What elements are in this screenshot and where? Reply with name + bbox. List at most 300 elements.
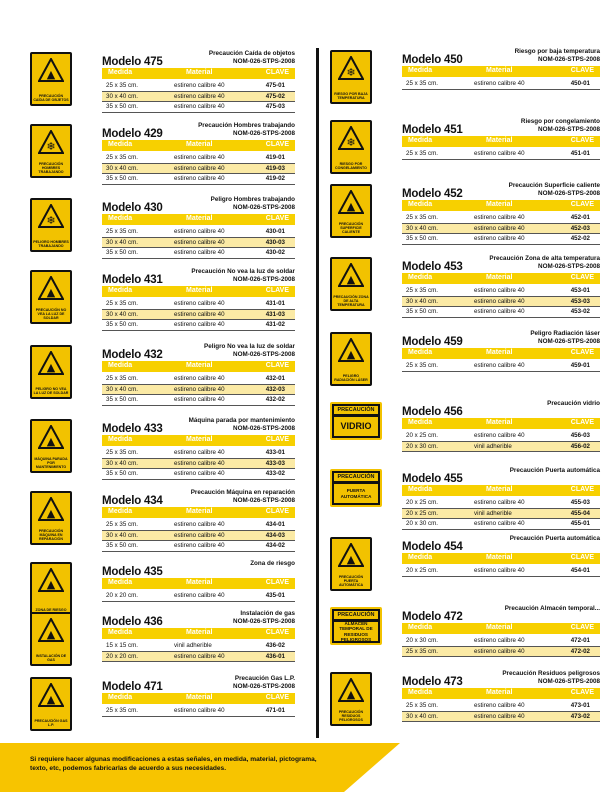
table-row [102,227,295,238]
cell-material: estireno calibre 40 [174,310,225,318]
snowflake-icon [38,130,64,154]
cell-clave: 419-03 [265,164,285,172]
table-row [402,361,600,372]
table-body [102,591,295,602]
header-material: Material [486,67,513,74]
warning-triangle-icon [338,543,364,567]
sign-caption: PRECAUCIÓN ZONA DE ALTA TEMPERATURA [333,295,369,307]
cell-clave: 473-02 [570,712,590,720]
cell-medida: 35 x 50 cm. [406,308,438,315]
table-header [402,553,600,564]
sign-thumbnail [330,537,372,591]
model-number: Modelo 451 [402,124,463,136]
description-text: Precaución Hombres trabajando [198,122,295,129]
warning-triangle-icon [38,425,64,449]
cell-medida: 25 x 35 cm. [406,150,438,157]
snowflake-icon [338,56,364,80]
cell-clave: 459-01 [570,362,590,369]
cell-clave: 433-01 [265,449,285,456]
cell-medida: 25 x 35 cm. [406,214,438,221]
description-text: Precaución Residuos peligrosos [502,670,600,677]
cell-clave: 475-01 [265,82,285,89]
cell-medida: 35 x 50 cm. [406,235,438,242]
cell-material: estireno calibre 40 [474,287,525,294]
table-body [102,299,295,331]
svg-text:▲: ▲ [346,348,356,361]
cell-medida: 20 x 25 cm. [406,499,438,506]
cell-material: estireno calibre 40 [174,542,225,549]
table-row [402,519,600,530]
svg-text:▲: ▲ [346,553,356,566]
cell-clave: 432-03 [265,385,285,393]
header-clave: CLAVE [570,137,594,144]
cell-material: estireno calibre 40 [474,150,525,157]
cell-clave: 453-02 [570,308,590,315]
cell-material: vinil adherible [174,642,212,649]
sign-thumbnail [330,184,372,238]
cell-clave: 434-01 [265,521,285,528]
cell-medida: 25 x 35 cm. [106,228,138,235]
cell-medida: 25 x 35 cm. [406,362,438,369]
sign-caption: PRECAUCIÓN SUPERFICIE CALIENTE [338,222,364,234]
cell-material: estireno calibre 40 [474,647,525,655]
cell-clave: 472-01 [570,637,590,644]
cell-material: estireno calibre 40 [174,228,225,235]
table-header [102,693,295,704]
header-medida: Medida [108,579,133,586]
cell-medida: 35 x 50 cm. [106,396,138,403]
svg-text:▲: ▲ [46,578,56,591]
cell-clave: 450-01 [570,80,590,87]
norm-code: NOM-026-STPS-2008 [233,424,295,432]
cell-clave: 434-03 [265,531,285,539]
sign-thumbnail [330,50,372,104]
table-row [102,395,295,406]
cell-clave: 475-02 [265,92,285,100]
header-material: Material [186,694,213,701]
description-text: Riesgo por baja temperatura [514,48,600,55]
cell-clave: 432-01 [265,375,285,382]
sign-thumbnail [330,402,382,440]
description-text: Precaución Superficie caliente [508,182,600,189]
warning-triangle-icon [338,678,364,702]
cell-medida: 35 x 50 cm. [106,321,138,328]
header-material: Material [486,624,513,631]
table-header [102,628,295,639]
table-body [102,81,295,113]
cell-clave: 471-01 [265,707,285,714]
cell-clave: 455-03 [570,499,590,506]
header-clave: CLAVE [570,624,594,631]
cell-material: estireno calibre 40 [174,707,225,714]
description-text: Precaución Gas L.P. [234,675,295,682]
product-description [204,343,295,358]
svg-text:▲: ▲ [46,68,56,81]
cell-medida: 20 x 25 cm. [406,432,438,439]
header-medida: Medida [408,486,433,493]
cell-clave: 430-02 [265,249,285,256]
sign-caption: PELIGRO RADIACIÓN LÁSER [334,374,368,382]
header-clave: CLAVE [570,349,594,356]
cell-clave: 419-01 [265,154,285,161]
warning-triangle-icon [38,497,64,521]
table-row [102,320,295,331]
sign-thumbnail [30,124,72,178]
cell-medida: 25 x 35 cm. [406,287,438,294]
table-header [102,286,295,297]
table-body [102,227,295,259]
table-row [402,307,600,318]
svg-text:▲: ▲ [46,361,56,374]
table-row [402,224,600,235]
header-clave: CLAVE [265,508,289,515]
description-text: Riesgo por congelamiento [520,118,600,125]
svg-text:▲: ▲ [346,273,356,286]
norm-code: NOM-026-STPS-2008 [233,203,295,211]
norm-code: NOM-026-STPS-2008 [538,262,600,270]
cell-clave: 473-01 [570,702,590,709]
footer-note: Si requiere hacer algunas modificaciones a estas señales, en medida, material, pictograma, texto, etc, podemos fabricarlas de acuerdo a sus necesidades. [30,756,317,772]
norm-code: NOM-026-STPS-2008 [233,350,295,358]
cell-material: estireno calibre 40 [174,396,225,403]
cell-medida: 15 x 15 cm. [106,642,138,649]
cell-medida: 30 x 40 cm. [106,238,138,246]
product-description [521,118,600,133]
cell-material: estireno calibre 40 [174,321,225,328]
norm-code: NOM-026-STPS-2008 [233,682,295,690]
table-body [402,361,600,372]
cell-clave: 451-01 [570,150,590,157]
header-medida: Medida [408,554,433,561]
product-description [509,182,600,197]
cell-material: estireno calibre 40 [474,80,525,87]
header-material: Material [486,274,513,281]
table-row [102,541,295,552]
cell-medida: 30 x 40 cm. [106,459,138,467]
cell-material: estireno calibre 40 [174,175,225,182]
header-clave: CLAVE [265,694,289,701]
header-medida: Medida [108,69,133,76]
sign-caption: PRECAUCIÓN GAS L.P. [34,719,68,727]
description-text: Peligro No vea la luz de soldar [204,343,295,350]
product-description [505,605,600,613]
header-material: Material [186,436,213,443]
table-row [102,641,295,652]
table-row [402,498,600,509]
table-header [102,361,295,372]
product-description [191,268,295,283]
cell-clave: 472-02 [570,647,590,655]
description-text: Instalación de gas [240,610,295,617]
sign-caption: PRECAUCIÓN RESIDUOS PELIGROSOS [338,710,364,722]
cell-medida: 30 x 40 cm. [106,164,138,172]
svg-text:▲: ▲ [346,688,356,701]
description-text: Máquina parada por mantenimiento [188,417,295,424]
sign-thumbnail [30,677,72,731]
cell-medida: 25 x 35 cm. [406,647,438,655]
table-row [102,164,295,175]
norm-code: NOM-026-STPS-2008 [233,617,295,625]
cell-medida: 35 x 50 cm. [106,542,138,549]
table-body [402,79,600,90]
sign-main-text: VIDRIO [334,417,378,436]
header-material: Material [486,554,513,561]
header-material: Material [186,579,213,586]
cell-material: estireno calibre 40 [474,702,525,709]
warning-triangle-icon [38,683,64,707]
cell-medida: 35 x 50 cm. [106,249,138,256]
sign-caption: RIESGO POR CONGELAMIENTO [335,162,367,170]
sign-thumbnail [330,120,372,174]
header-clave: CLAVE [265,579,289,586]
sign-caption: PELIGRO NO VEA LA LUZ DE SOLDAR [33,387,69,395]
table-row [402,234,600,245]
table-header [402,623,600,634]
table-row [102,448,295,459]
table-header [402,136,600,147]
model-number: Modelo 475 [102,56,163,68]
header-clave: CLAVE [265,215,289,222]
description-text: Precaución Puerta automática [509,535,600,542]
footer-banner [0,743,612,792]
sign-thumbnail [30,612,72,666]
table-body [102,374,295,406]
cell-clave: 456-03 [570,432,590,439]
product-description [510,535,600,543]
table-row [402,431,600,442]
cell-medida: 25 x 35 cm. [106,154,138,161]
cell-clave: 430-03 [265,238,285,246]
cell-material: estireno calibre 40 [474,712,525,720]
cell-medida: 35 x 50 cm. [106,175,138,182]
table-body [102,448,295,480]
cell-clave: 431-02 [265,321,285,328]
header-medida: Medida [108,362,133,369]
cell-material: estireno calibre 40 [174,375,225,382]
table-body [102,706,295,717]
svg-text:▲: ▲ [46,435,56,448]
model-number: Modelo 430 [102,202,163,214]
sign-caption: PRECAUCIÓN PUERTA AUTOMÁTICA [338,575,364,587]
header-material: Material [186,215,213,222]
cell-clave: 453-03 [570,297,590,305]
model-number: Modelo 455 [402,473,463,485]
sign-band-text: PRECAUCIÓN [334,406,378,414]
model-number: Modelo 459 [402,336,463,348]
table-row [102,92,295,103]
header-medida: Medida [108,141,133,148]
header-medida: Medida [408,137,433,144]
header-material: Material [486,486,513,493]
cell-medida: 30 x 40 cm. [406,297,438,305]
svg-text:❄: ❄ [346,136,356,149]
table-body [102,520,295,552]
product-description [189,417,295,432]
table-row [402,566,600,577]
table-row [102,531,295,542]
table-row [102,310,295,321]
table-row [402,701,600,712]
cell-medida: 25 x 35 cm. [106,449,138,456]
svg-text:▲: ▲ [46,507,56,520]
warning-triangle-icon [38,276,64,300]
model-number: Modelo 432 [102,349,163,361]
model-number: Modelo 454 [402,541,463,553]
cell-clave: 455-01 [570,520,590,527]
table-row [102,706,295,717]
product-description [489,255,600,270]
table-header [402,200,600,211]
header-medida: Medida [108,508,133,515]
header-material: Material [486,349,513,356]
cell-clave: 434-02 [265,542,285,549]
model-number: Modelo 431 [102,274,163,286]
cell-material: estireno calibre 40 [474,520,525,527]
norm-code: NOM-026-STPS-2008 [233,496,295,504]
table-row [402,509,600,520]
cell-material: estireno calibre 40 [474,637,525,644]
svg-text:▲: ▲ [346,200,356,213]
table-body [402,566,600,577]
table-body [402,498,600,530]
cell-medida: 20 x 25 cm. [406,567,438,574]
cell-medida: 20 x 30 cm. [406,442,438,450]
model-number: Modelo 450 [402,54,463,66]
table-body [402,149,600,160]
description-text: Precaución Almacén temporal... [504,605,600,612]
cell-medida: 25 x 35 cm. [106,707,138,714]
header-medida: Medida [408,201,433,208]
cell-material: estireno calibre 40 [474,567,525,574]
sign-thumbnail [30,562,72,616]
warning-triangle-icon [38,568,64,592]
cell-material: estireno calibre 40 [474,432,525,439]
table-row [402,712,600,723]
header-material: Material [186,629,213,636]
cell-material: estireno calibre 40 [174,238,225,246]
header-medida: Medida [108,694,133,701]
table-row [102,459,295,470]
cell-medida: 30 x 40 cm. [106,385,138,393]
norm-code: NOM-026-STPS-2008 [538,125,600,133]
cell-material: estireno calibre 40 [174,652,225,660]
header-material: Material [486,201,513,208]
cell-material: estireno calibre 40 [474,235,525,242]
description-text: Zona de riesgo [250,560,295,567]
sign-thumbnail [30,198,72,252]
header-material: Material [186,508,213,515]
header-material: Material [186,362,213,369]
model-number: Modelo 429 [102,128,163,140]
warning-triangle-icon [338,190,364,214]
sign-main-text: PUERTA AUTOMÁTICA [334,484,378,503]
table-body [402,701,600,722]
norm-code: NOM-026-STPS-2008 [233,275,295,283]
table-header [102,435,295,446]
header-medida: Medida [108,215,133,222]
cell-material: estireno calibre 40 [174,592,225,599]
table-row [102,248,295,259]
header-clave: CLAVE [265,141,289,148]
table-header [402,66,600,77]
table-header [102,507,295,518]
table-row [102,238,295,249]
table-body [402,213,600,245]
cell-material: estireno calibre 40 [174,164,225,172]
sign-thumbnail [30,345,72,399]
table-row [102,591,295,602]
cell-clave: 452-01 [570,214,590,221]
cell-material: estireno calibre 40 [474,308,525,315]
header-medida: Medida [108,629,133,636]
sign-band-text: PRECAUCIÓN [334,611,378,619]
cell-clave: 419-02 [265,175,285,182]
product-description [233,610,295,625]
sign-thumbnail [30,52,72,106]
warning-triangle-icon [338,338,364,362]
cell-medida: 30 x 40 cm. [106,92,138,100]
cell-medida: 20 x 20 cm. [106,652,138,660]
cell-medida: 20 x 25 cm. [406,509,438,517]
sign-band-text: PRECAUCIÓN [334,473,378,481]
sign-caption: PRECAUCIÓN MÁQUINA EN REPARACIÓN [38,529,64,541]
model-number: Modelo 433 [102,423,163,435]
product-description [209,50,295,65]
table-header [402,418,600,429]
header-medida: Medida [108,436,133,443]
table-body [102,641,295,662]
cell-material: estireno calibre 40 [174,531,225,539]
table-row [102,81,295,92]
cell-clave: 433-02 [265,470,285,477]
norm-code: NOM-026-STPS-2008 [538,55,600,63]
cell-clave: 436-02 [265,642,285,649]
model-number: Modelo 473 [402,676,463,688]
cell-medida: 30 x 40 cm. [106,310,138,318]
table-body [402,431,600,452]
product-description [530,330,600,345]
norm-code: NOM-026-STPS-2008 [538,189,600,197]
sign-thumbnail [30,419,72,473]
cell-medida: 25 x 35 cm. [106,521,138,528]
cell-material: estireno calibre 40 [174,103,225,110]
cell-medida: 30 x 40 cm. [106,531,138,539]
table-row [102,469,295,480]
header-clave: CLAVE [570,689,594,696]
cell-clave: 432-02 [265,396,285,403]
norm-code: NOM-026-STPS-2008 [233,129,295,137]
cell-material: estireno calibre 40 [174,92,225,100]
sign-thumbnail [330,257,372,311]
model-number: Modelo 456 [402,406,463,418]
sign-caption: RIESGO POR BAJA TEMPERATURA [334,92,368,100]
svg-text:❄: ❄ [46,140,56,153]
cell-medida: 25 x 35 cm. [106,82,138,89]
header-clave: CLAVE [265,436,289,443]
table-header [402,688,600,699]
header-medida: Medida [108,287,133,294]
cell-clave: 430-01 [265,228,285,235]
column-divider [316,48,319,738]
header-clave: CLAVE [570,274,594,281]
sign-thumbnail [330,332,372,386]
product-description [510,467,600,475]
cell-material: estireno calibre 40 [474,214,525,221]
table-row [102,174,295,185]
cell-clave: 453-01 [570,287,590,294]
product-description [547,400,600,408]
sign-caption: INSTALACIÓN DE GAS [35,654,67,662]
